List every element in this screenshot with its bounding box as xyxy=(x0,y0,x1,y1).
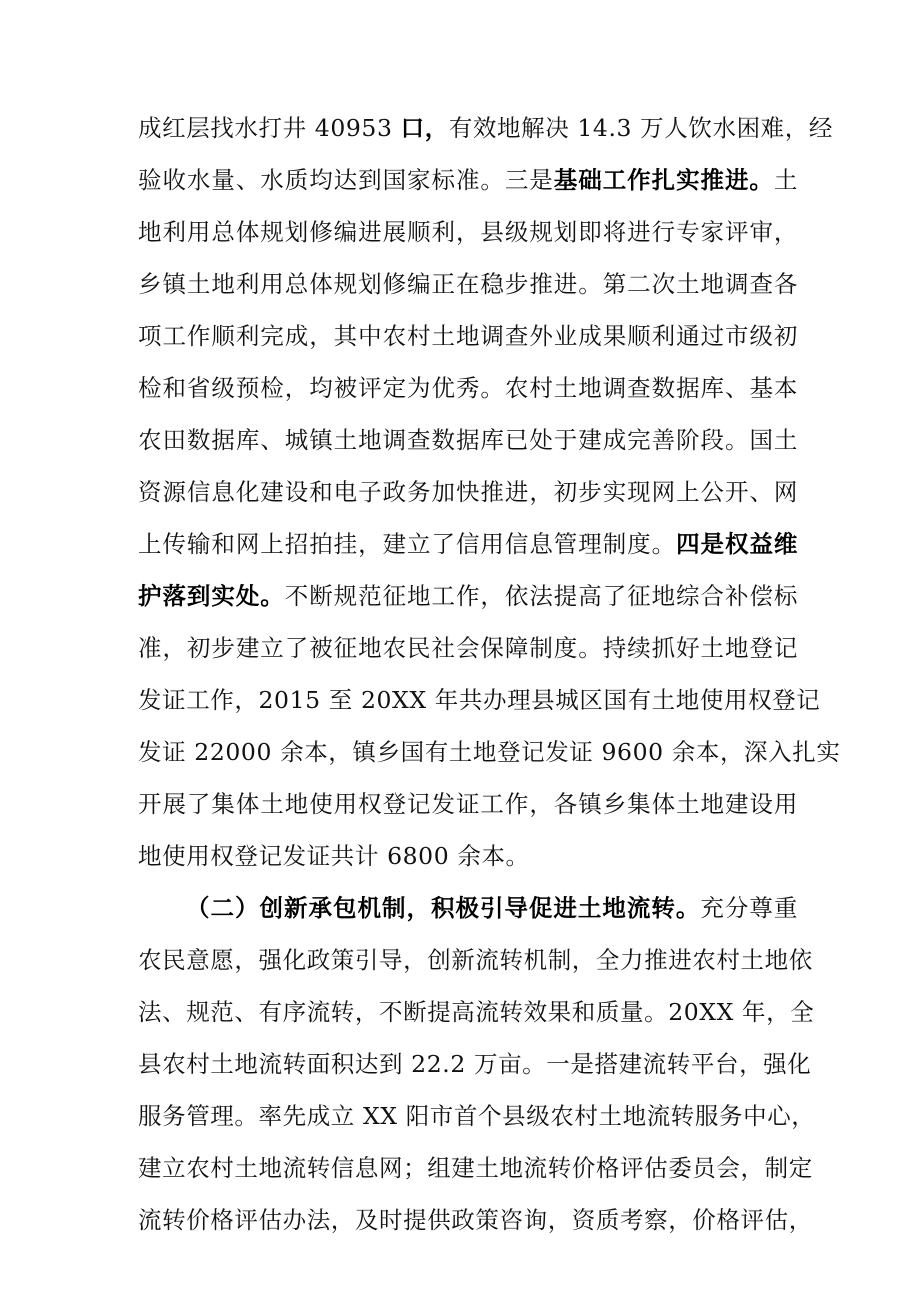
paragraph-line xyxy=(138,680,821,720)
paragraph-line xyxy=(138,1096,816,1136)
paragraph-last-line xyxy=(138,836,798,876)
text-run: 资源信息化建设和电子政务加快推进，初步实现网上公开、网 xyxy=(138,478,798,506)
text-run: 建立农村土地流转信息网；组建土地流转价格评估委员会，制定 xyxy=(138,1154,813,1182)
bold-text-run: 基础工作扎实推进。 xyxy=(553,166,774,194)
paragraph-line xyxy=(138,420,798,460)
paragraph-line xyxy=(138,160,798,200)
paragraph-line xyxy=(138,784,798,824)
paragraph-line xyxy=(138,316,798,356)
paragraph-line xyxy=(138,212,798,252)
paragraph-line xyxy=(138,1148,813,1188)
text-run: 上传输和网上招拍挂，建立了信用信息管理制度。 xyxy=(138,530,677,558)
text-run: 检和省级预检，均被评定为优秀。农村土地调查数据库、基本 xyxy=(138,374,798,402)
section-heading: （二）创新承包机制，积极引导促进土地流转。 xyxy=(186,894,701,922)
text-run: 验收水量、水质均达到国家标准。三是 xyxy=(138,166,554,194)
paragraph-line xyxy=(138,576,798,616)
text-run: 准，初步建立了被征地农民社会保障制度。持续抓好土地登记 xyxy=(138,634,798,662)
text-run: 充分尊重 xyxy=(700,894,798,922)
paragraph-line xyxy=(138,1044,812,1084)
paragraph-line xyxy=(138,264,798,304)
text-run: 农田数据库、城镇土地调查数据库已处于建成完善阶段。国土 xyxy=(138,426,798,454)
text-run: 服务管理。率先成立 XX 阳市首个县级农村土地流转服务中心， xyxy=(138,1102,816,1130)
text-run: 成红层找水打井 40953 xyxy=(138,114,401,142)
text-run: 有效地解决 14.3 万人饮水困难，经 xyxy=(448,114,833,142)
text-run: 法、规范、有序流转，不断提高流转效果和质量。20XX 年，全 xyxy=(138,998,815,1026)
text-run: 乡镇土地利用总体规划修编正在稳步推进。第二次土地调查各 xyxy=(138,270,798,298)
text-run: 发证工作，2015 至 20XX 年共办理县城区国有土地使用权登记 xyxy=(138,686,821,714)
paragraph-line xyxy=(138,1200,813,1240)
paragraph-line xyxy=(138,628,798,668)
text-run: 项工作顺利完成，其中农村土地调查外业成果顺利通过市级初 xyxy=(138,322,798,350)
paragraph-line xyxy=(138,108,833,148)
text-run: 发证 22000 余本，镇乡国有土地登记发证 9600 余本，深入扎实 xyxy=(138,738,841,766)
paragraph-line xyxy=(138,368,798,408)
text-run: 县农村土地流转面积达到 22.2 万亩。一是搭建流转平台，强化 xyxy=(138,1050,812,1078)
text-run: 开展了集体土地使用权登记发证工作，各镇乡集体土地建设用 xyxy=(138,790,798,818)
text-run: 农民意愿，强化政策引导，创新流转机制，全力推进农村土地依 xyxy=(138,946,813,974)
section-heading-line xyxy=(186,888,798,928)
text-run: 地使用权登记发证共计 6800 余本。 xyxy=(138,842,530,870)
bold-text-run: 口， xyxy=(400,114,449,142)
paragraph-line xyxy=(138,732,841,772)
text-run: 地利用总体规划修编进展顺利，县级规划即将进行专家评审， xyxy=(138,218,798,246)
text-run: 流转价格评估办法，及时提供政策咨询，资质考察，价格评估， xyxy=(138,1206,813,1234)
paragraph-line xyxy=(138,992,815,1032)
paragraph-line xyxy=(138,940,813,980)
text-run: 不断规范征地工作，依法提高了征地综合补偿标 xyxy=(284,582,798,610)
paragraph-line xyxy=(138,524,798,564)
bold-text-run: 护落到实处。 xyxy=(138,582,285,610)
paragraph-line xyxy=(138,472,798,512)
text-run: 土 xyxy=(773,166,799,194)
bold-text-run: 四是权益维 xyxy=(676,530,799,558)
